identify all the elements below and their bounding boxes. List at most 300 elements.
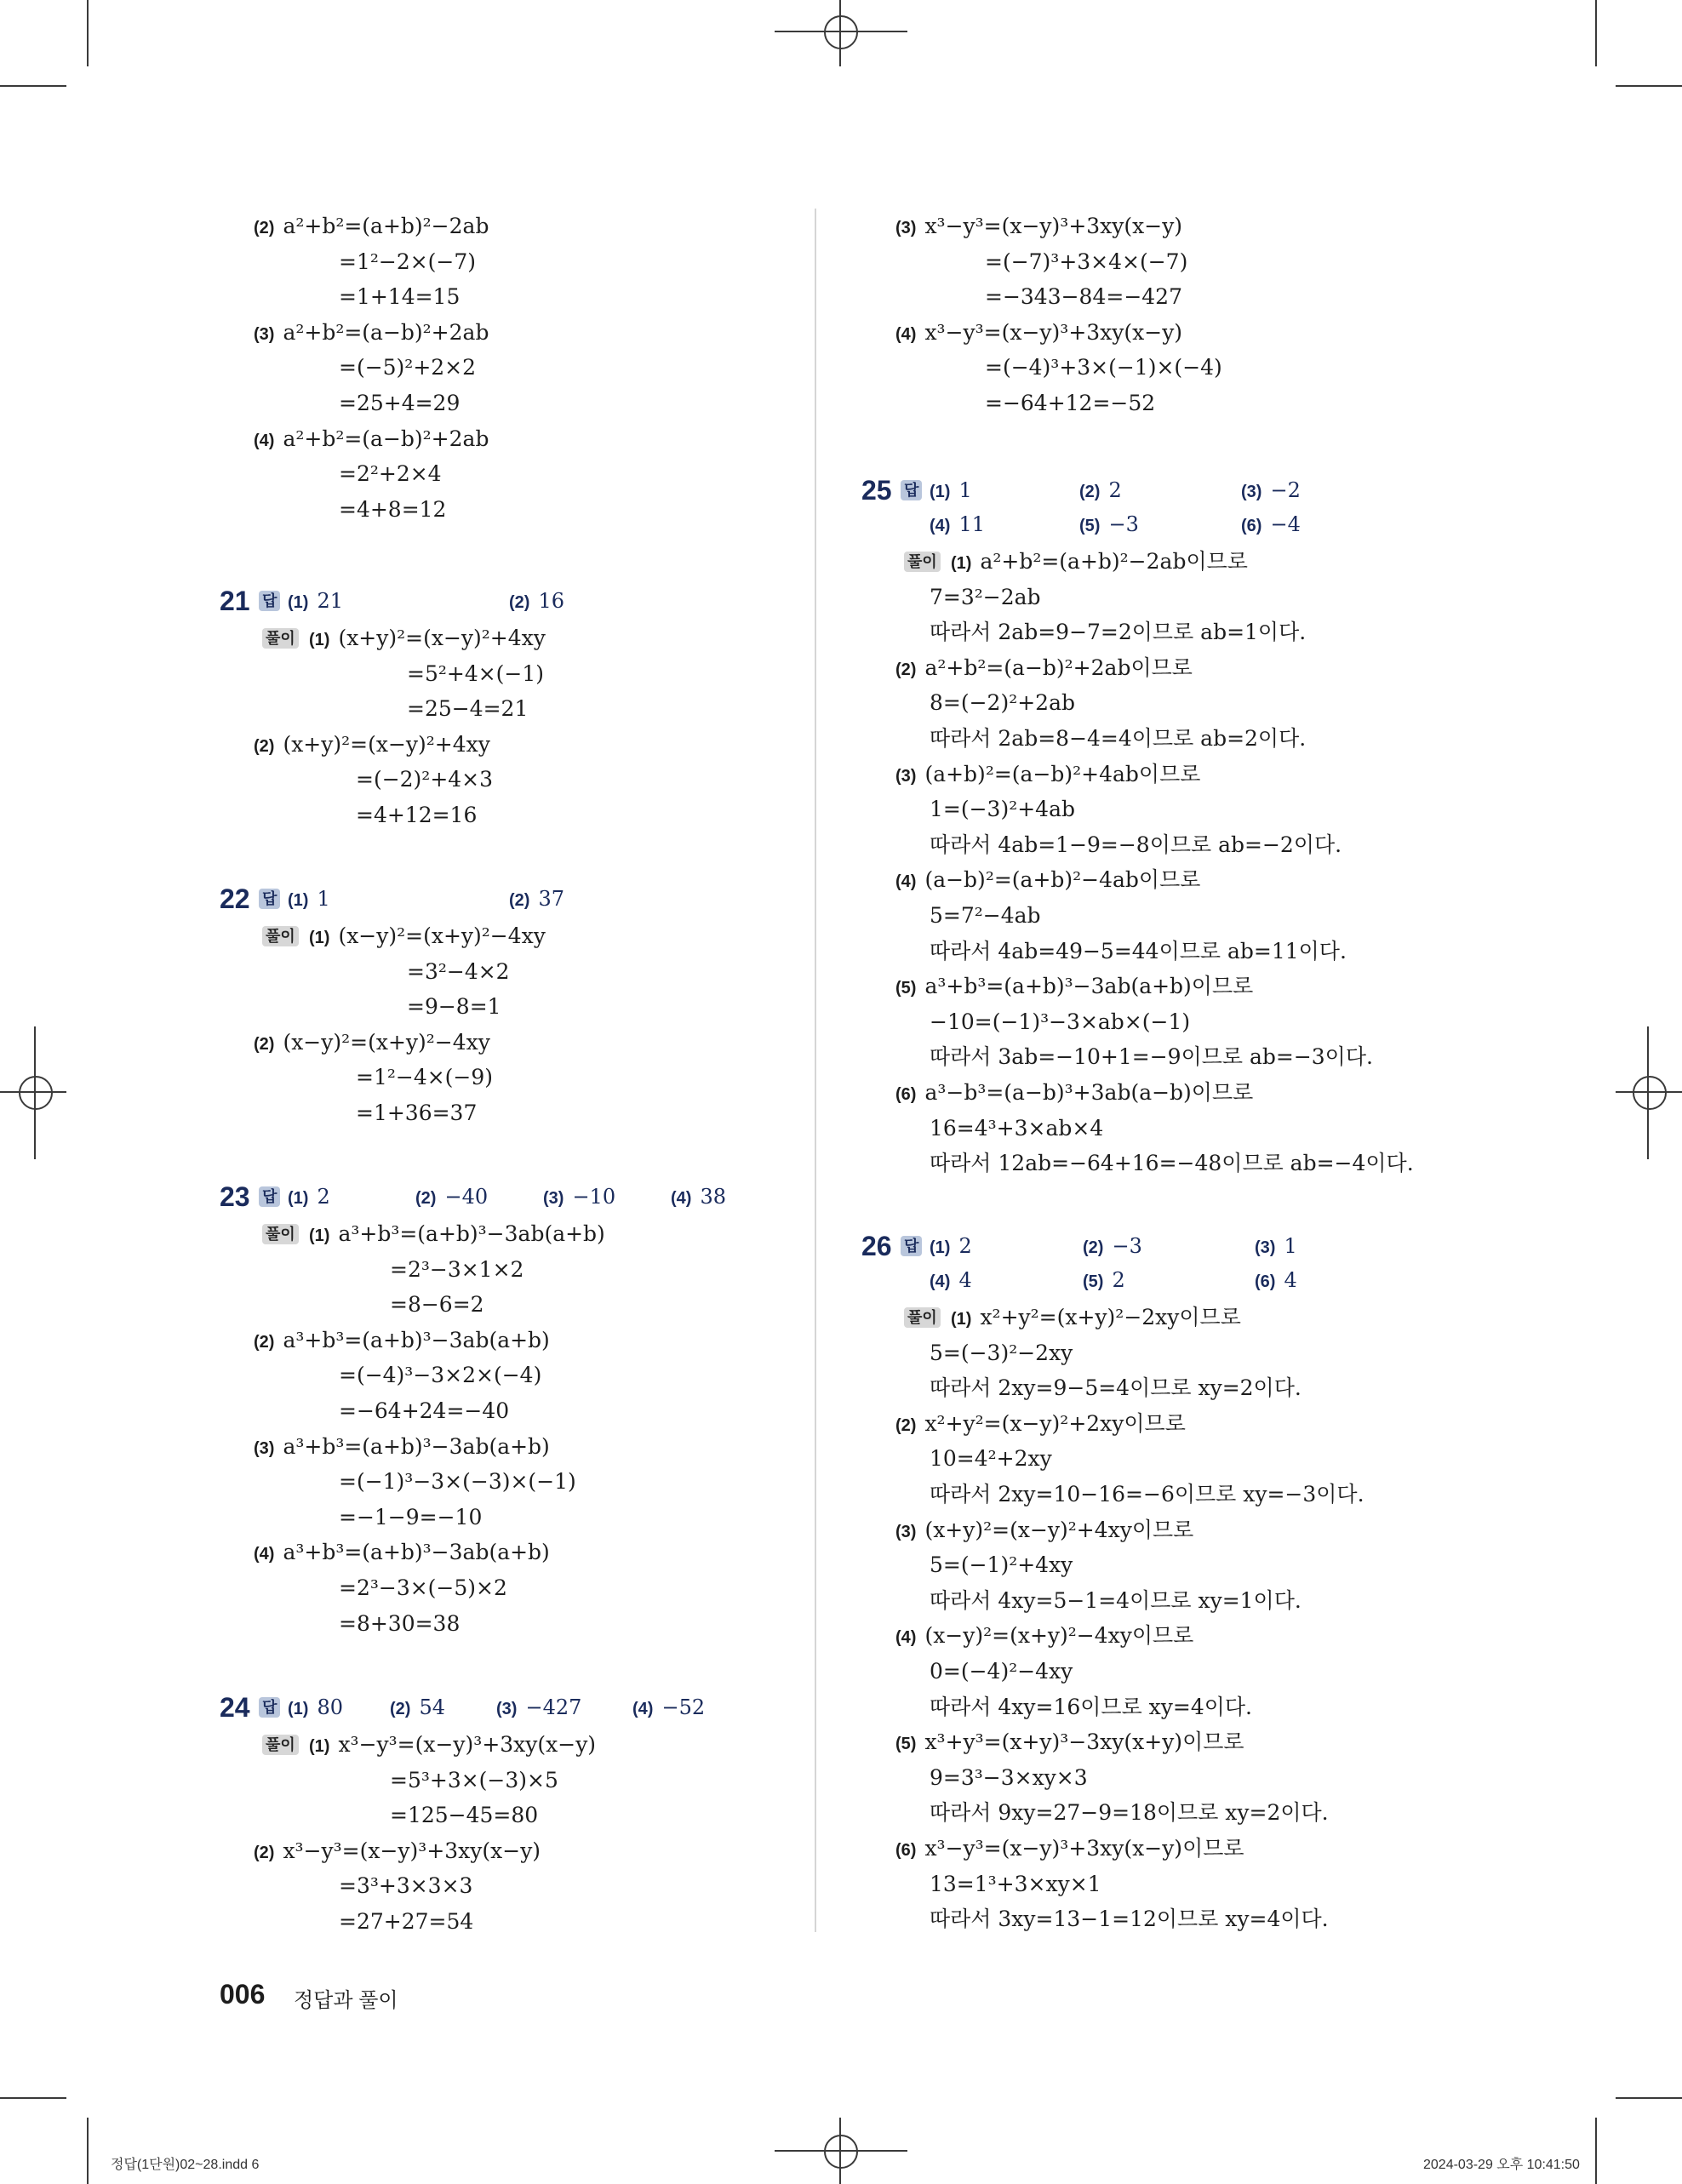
solution-step-start	[254, 1029, 490, 1058]
solution-step	[390, 1291, 484, 1318]
solution-step	[930, 1115, 1103, 1142]
answer-value	[288, 885, 330, 914]
answer-number: 1	[1284, 1234, 1297, 1258]
answer-number: −40	[444, 1185, 489, 1209]
answer-value	[671, 1183, 726, 1212]
answer-value	[930, 1232, 972, 1261]
registration-mark-bottom	[839, 2118, 841, 2184]
step-text: a²+b²=(a+b)²−2ab이므로	[980, 549, 1248, 574]
solution-step	[339, 1468, 576, 1495]
solution-step-start	[951, 548, 1248, 577]
answer-value	[1079, 511, 1139, 540]
answer-label: (6)	[1255, 1272, 1276, 1291]
step-label: (4)	[895, 872, 917, 892]
problem-number: 23	[220, 1181, 250, 1212]
registration-mark-bottom	[775, 2150, 907, 2152]
answer-label: (2)	[415, 1189, 437, 1208]
step-text: 따라서 9xy=27−9=18이므로 xy=2이다.	[930, 1800, 1329, 1826]
step-text: a³+b³=(a+b)³−3ab(a+b)	[338, 1221, 605, 1246]
answer-label: (5)	[1083, 1272, 1104, 1291]
answer-number: 54	[419, 1695, 445, 1719]
solution-step	[339, 496, 446, 523]
solution-step	[339, 1575, 507, 1602]
solution-step	[339, 249, 476, 276]
solution-step	[339, 354, 476, 381]
crop-mark	[0, 2097, 66, 2099]
step-text: =4+12=16	[356, 803, 478, 827]
solution-step	[930, 796, 1075, 823]
solution-step	[407, 695, 528, 723]
solution-step-start	[309, 1221, 605, 1249]
answer-label: (4)	[671, 1189, 692, 1208]
solution-step-start	[254, 213, 489, 242]
answer-label: (2)	[1079, 483, 1101, 501]
step-text: 따라서 4ab=1−9=−8이므로 ab=−2이다.	[930, 832, 1342, 857]
solution-step-start	[895, 1410, 1186, 1439]
solution-step-start	[309, 625, 546, 654]
step-text: (x−y)²=(x+y)²−4xy	[283, 1029, 490, 1055]
answer-number: 1	[958, 478, 972, 502]
registration-mark-left	[34, 1026, 36, 1159]
answer-label: (4)	[632, 1700, 654, 1718]
registration-mark-top	[839, 0, 841, 66]
solution-step-start	[895, 213, 1182, 242]
step-text: =(−4)³+3×(−1)×(−4)	[985, 355, 1222, 380]
answer-badge: 답	[259, 889, 280, 909]
answer-number: −4	[1270, 512, 1301, 536]
answer-label: (1)	[288, 593, 309, 612]
solution-step-start	[254, 426, 489, 455]
solution-step	[339, 283, 460, 311]
step-text: a²+b²=(a−b)²+2ab	[283, 426, 489, 451]
step-text: 13=1³+3×xy×1	[930, 1871, 1101, 1896]
solution-step	[930, 619, 1306, 646]
answer-number: 38	[700, 1185, 726, 1209]
registration-mark-top	[775, 31, 907, 32]
answer-number: 2	[958, 1234, 972, 1258]
answer-value	[1241, 511, 1301, 540]
solution-step-start	[895, 1517, 1193, 1546]
solution-step	[930, 1043, 1373, 1071]
answer-badge: 답	[901, 1236, 922, 1256]
answer-value	[509, 885, 564, 914]
solution-step	[930, 1694, 1252, 1721]
answer-value	[543, 1183, 615, 1212]
step-text: =(−2)²+4×3	[356, 767, 494, 792]
answer-label: (1)	[930, 1238, 951, 1257]
step-text: =5²+4×(−1)	[407, 660, 545, 686]
answer-label: (6)	[1241, 517, 1262, 535]
step-text: 따라서 3xy=13−1=12이므로 xy=4이다.	[930, 1907, 1329, 1932]
step-label: (1)	[309, 631, 330, 649]
step-label: (2)	[254, 1843, 275, 1862]
solution-step	[930, 1552, 1073, 1579]
crop-mark	[87, 2118, 89, 2184]
step-label: (2)	[895, 660, 917, 679]
step-text: =1²−2×(−7)	[339, 249, 477, 274]
answer-number: −427	[525, 1695, 582, 1719]
solution-step-start	[895, 1079, 1253, 1108]
step-text: 7=3²−2ab	[930, 584, 1041, 609]
answer-label: (3)	[543, 1189, 564, 1208]
step-text: x³−y³=(x−y)³+3xy(x−y)	[924, 319, 1183, 345]
step-text: =−64+24=−40	[339, 1398, 510, 1423]
step-text: a²+b²=(a−b)²+2ab이므로	[924, 655, 1193, 680]
step-text: −10=(−1)³−3×ab×(−1)	[930, 1009, 1191, 1034]
step-label: (4)	[254, 1545, 275, 1564]
step-text: =1²−4×(−9)	[356, 1065, 494, 1090]
step-text: =125−45=80	[390, 1803, 539, 1828]
step-text: =2³−3×1×2	[390, 1256, 524, 1282]
answer-label: (4)	[930, 517, 951, 535]
solution-step-start	[309, 923, 546, 952]
step-text: a²+b²=(a−b)²+2ab	[283, 319, 489, 345]
answer-label: (1)	[288, 1189, 309, 1208]
registration-mark-right	[1633, 1076, 1667, 1110]
solution-step	[339, 390, 460, 417]
step-text: =(−4)³−3×2×(−4)	[339, 1363, 542, 1388]
answer-value	[1255, 1266, 1297, 1295]
step-label: (1)	[309, 929, 330, 947]
crop-mark	[1616, 85, 1682, 87]
registration-mark-bottom	[824, 2135, 858, 2169]
step-text: =25+4=29	[339, 391, 461, 415]
step-label: (2)	[254, 1034, 275, 1054]
crop-mark	[1595, 2118, 1597, 2184]
step-text: 16=4³+3×ab×4	[930, 1115, 1104, 1141]
step-text: =25−4=21	[407, 696, 529, 722]
solution-step	[930, 689, 1075, 717]
solution-step	[930, 832, 1342, 859]
answer-number: 11	[958, 512, 985, 536]
solution-step-start	[895, 1729, 1244, 1758]
step-text: x³+y³=(x+y)³−3xy(x+y)이므로	[924, 1729, 1244, 1755]
step-text: x³−y³=(x−y)³+3xy(x−y)	[283, 1838, 541, 1863]
page-number: 006	[220, 1979, 266, 2010]
step-label: (2)	[254, 219, 275, 237]
step-text: 9=3³−3×xy×3	[930, 1764, 1088, 1790]
step-label: (2)	[254, 1332, 275, 1352]
answer-number: −10	[572, 1185, 616, 1209]
solution-step-start	[254, 731, 490, 760]
solution-step	[339, 1362, 541, 1389]
step-text: 따라서 2xy=9−5=4이므로 xy=2이다.	[930, 1375, 1302, 1401]
solution-step	[930, 1445, 1052, 1472]
solution-step-start	[895, 1835, 1244, 1864]
solution-step	[339, 1872, 472, 1900]
answer-value	[1255, 1232, 1297, 1261]
answer-badge: 답	[901, 480, 922, 500]
step-label: (1)	[951, 554, 972, 573]
answer-number: 2	[1112, 1268, 1125, 1292]
step-text: =2²+2×4	[339, 461, 442, 487]
step-text: =9−8=1	[407, 994, 501, 1020]
step-text: =(−1)³−3×(−3)×(−1)	[339, 1469, 576, 1495]
step-text: =(−7)³+3×4×(−7)	[985, 249, 1188, 274]
solution-step	[930, 1587, 1302, 1615]
solution-badge: 풀이	[904, 552, 941, 572]
answer-label: (1)	[930, 483, 951, 501]
registration-mark-right	[1616, 1091, 1682, 1093]
step-label: (4)	[254, 431, 275, 450]
solution-step	[339, 1504, 482, 1531]
solution-badge: 풀이	[262, 926, 299, 946]
solution-step	[985, 283, 1182, 311]
solution-step-start	[895, 761, 1200, 790]
step-text: a³+b³=(a+b)³−3ab(a+b)	[283, 1433, 550, 1459]
step-text: 따라서 4ab=49−5=44이므로 ab=11이다.	[930, 938, 1347, 963]
solution-step-start	[951, 1304, 1241, 1333]
step-text: 5=7²−4ab	[930, 903, 1041, 928]
solution-badge: 풀이	[262, 628, 299, 649]
step-label: (3)	[254, 324, 275, 344]
registration-mark-right	[1647, 1026, 1649, 1159]
page-title: 정답과 풀이	[294, 1989, 398, 2012]
step-label: (3)	[895, 766, 917, 786]
solution-step-start	[309, 1731, 596, 1760]
solution-step	[930, 1871, 1101, 1898]
step-label: (4)	[895, 324, 917, 344]
answer-value	[288, 1694, 343, 1723]
solution-step	[930, 1799, 1329, 1827]
solution-badge: 풀이	[262, 1224, 299, 1244]
solution-step	[339, 1908, 473, 1935]
answer-label: (2)	[390, 1700, 411, 1718]
step-text: 따라서 4xy=5−1=4이므로 xy=1이다.	[930, 1587, 1302, 1613]
step-text: =3³+3×3×3	[339, 1873, 473, 1899]
step-text: =8+30=38	[339, 1610, 461, 1636]
step-text: x²+y²=(x−y)²+2xy이므로	[924, 1410, 1186, 1436]
solution-step-start	[254, 1539, 550, 1568]
step-label: (6)	[895, 1841, 917, 1860]
step-text: 1=(−3)²+4ab	[930, 797, 1075, 822]
solution-step	[930, 938, 1347, 965]
answer-number: 2	[317, 1185, 330, 1209]
answer-value	[1083, 1232, 1142, 1261]
step-label: (2)	[895, 1415, 917, 1435]
solution-step-start	[895, 655, 1193, 683]
solution-step	[930, 584, 1041, 611]
step-text: 따라서 3ab=−10+1=−9이므로 ab=−3이다.	[930, 1044, 1373, 1070]
answer-label: (1)	[288, 891, 309, 910]
step-text: (a+b)²=(a−b)²+4ab이므로	[924, 761, 1201, 786]
step-text: x²+y²=(x+y)²−2xy이므로	[980, 1305, 1241, 1329]
registration-mark-left	[0, 1091, 66, 1093]
solution-step	[339, 1610, 460, 1638]
solution-step-start	[895, 1622, 1193, 1651]
solution-step-start	[895, 973, 1253, 1002]
step-text: (a−b)²=(a+b)²−4ab이므로	[924, 867, 1201, 893]
answer-value	[390, 1694, 445, 1723]
solution-step	[356, 1064, 493, 1091]
answer-value	[1083, 1266, 1125, 1295]
answer-number: 21	[317, 589, 343, 613]
solution-step	[407, 993, 501, 1021]
answer-value	[288, 1183, 330, 1212]
step-text: 따라서 4xy=16이므로 xy=4이다.	[930, 1694, 1253, 1719]
step-text: x³−y³=(x−y)³+3xy(x−y)	[924, 214, 1183, 238]
step-text: =1+36=37	[356, 1101, 478, 1125]
step-text: (x−y)²=(x+y)²−4xy	[338, 923, 546, 948]
step-text: a²+b²=(a+b)²−2ab	[283, 214, 489, 238]
step-text: =1+14=15	[339, 284, 461, 310]
solution-step-start	[895, 319, 1182, 348]
solution-step-start	[895, 866, 1200, 895]
step-text: 0=(−4)²−4xy	[930, 1659, 1073, 1684]
solution-step	[930, 1658, 1073, 1685]
step-text: (x+y)²=(x−y)²+4xy	[283, 731, 490, 757]
step-text: a³+b³=(a+b)³−3ab(a+b)	[283, 1327, 550, 1352]
crop-mark	[1616, 2097, 1682, 2099]
crop-mark	[87, 0, 89, 66]
answer-value	[496, 1694, 581, 1723]
solution-step	[930, 725, 1306, 752]
solution-step	[407, 958, 510, 986]
answer-label: (3)	[1241, 483, 1262, 501]
solution-step	[985, 390, 1155, 417]
answer-number: 2	[1108, 478, 1122, 502]
step-text: a³+b³=(a+b)³−3ab(a+b)	[283, 1540, 550, 1565]
solution-step	[339, 1398, 509, 1425]
answer-number: 4	[1284, 1268, 1297, 1292]
solution-step	[356, 802, 477, 829]
step-label: (5)	[895, 1735, 917, 1754]
step-text: x³−y³=(x−y)³+3xy(x−y)	[338, 1732, 597, 1757]
step-text: 10=4²+2xy	[930, 1446, 1052, 1472]
step-text: a³+b³=(a+b)³−3ab(a+b)이므로	[924, 974, 1254, 999]
answer-badge: 답	[259, 591, 280, 611]
slug-timestamp: 2024-03-29 오후 10:41:50	[1423, 2158, 1580, 2172]
answer-value	[1079, 477, 1122, 506]
step-text: =−64+12=−52	[985, 391, 1156, 415]
answer-label: (5)	[1079, 517, 1101, 535]
problem-number: 22	[220, 883, 250, 914]
answer-number: 80	[317, 1695, 343, 1719]
solution-step	[930, 902, 1041, 929]
step-text: (x−y)²=(x+y)²−4xy이므로	[924, 1623, 1194, 1649]
answer-number: −3	[1112, 1234, 1142, 1258]
step-text: =4+8=12	[339, 496, 447, 522]
solution-step	[390, 1802, 538, 1829]
answer-value	[415, 1183, 488, 1212]
solution-step	[930, 1906, 1329, 1933]
step-text: =(−5)²+2×2	[339, 355, 477, 380]
answer-value	[1241, 477, 1301, 506]
registration-mark-left	[19, 1076, 53, 1110]
answer-label: (2)	[509, 891, 530, 910]
answer-label: (2)	[1083, 1238, 1104, 1257]
step-label: (3)	[895, 219, 917, 237]
answer-number: 37	[538, 887, 564, 911]
answer-badge: 답	[259, 1186, 280, 1207]
step-text: =3²−4×2	[407, 958, 510, 984]
answer-label: (4)	[930, 1272, 951, 1291]
answer-number: 1	[317, 887, 330, 911]
step-text: 8=(−2)²+2ab	[930, 690, 1075, 716]
solution-step-start	[254, 319, 489, 348]
answer-label: (3)	[1255, 1238, 1276, 1257]
solution-step	[930, 1340, 1073, 1367]
answer-value	[930, 1266, 972, 1295]
problem-number: 25	[861, 475, 892, 506]
problem-number: 24	[220, 1692, 250, 1723]
answer-number: −2	[1270, 478, 1301, 502]
step-label: (1)	[309, 1226, 330, 1245]
step-text: 5=(−1)²+4xy	[930, 1552, 1073, 1578]
problem-number: 21	[220, 586, 250, 616]
step-label: (6)	[895, 1085, 917, 1104]
solution-step	[930, 1764, 1088, 1792]
step-text: =2³−3×(−5)×2	[339, 1575, 507, 1600]
answer-value	[632, 1694, 705, 1723]
answer-badge: 답	[259, 1697, 280, 1718]
step-label: (5)	[895, 979, 917, 998]
step-text: =−343−84=−427	[985, 284, 1182, 310]
solution-badge: 풀이	[904, 1307, 941, 1328]
solution-step	[356, 1100, 477, 1127]
answer-value	[930, 477, 972, 506]
solution-step	[930, 1375, 1302, 1402]
answer-label: (3)	[496, 1700, 518, 1718]
slug-file: 정답(1단원)02~28.indd 6	[111, 2158, 260, 2172]
solution-step	[985, 249, 1187, 276]
answer-value	[930, 511, 985, 540]
solution-badge: 풀이	[262, 1735, 299, 1755]
step-text: =−1−9=−10	[339, 1504, 483, 1529]
solution-step	[390, 1256, 523, 1284]
answer-number: 4	[958, 1268, 972, 1292]
answer-number: −3	[1108, 512, 1139, 536]
answer-value	[288, 587, 343, 616]
step-label: (1)	[951, 1310, 972, 1329]
step-text: 5=(−3)²−2xy	[930, 1340, 1073, 1365]
answer-number: −52	[661, 1695, 706, 1719]
step-text: =5³+3×(−3)×5	[390, 1767, 558, 1792]
step-label: (4)	[895, 1628, 917, 1648]
column-divider	[815, 209, 816, 1932]
step-text: (x+y)²=(x−y)²+4xy	[338, 626, 546, 650]
solution-step	[390, 1767, 558, 1794]
step-text: 따라서 2xy=10−16=−6이므로 xy=−3이다.	[930, 1482, 1364, 1507]
solution-step	[339, 460, 442, 488]
step-text: x³−y³=(x−y)³+3xy(x−y)이므로	[924, 1836, 1244, 1861]
solution-step	[930, 1481, 1364, 1508]
step-label: (1)	[309, 1737, 330, 1756]
answer-label: (1)	[288, 1700, 309, 1718]
step-text: 따라서 12ab=−64+16=−48이므로 ab=−4이다.	[930, 1151, 1414, 1176]
answer-number: 16	[538, 589, 564, 613]
step-label: (3)	[254, 1438, 275, 1458]
solution-step	[985, 354, 1222, 381]
crop-mark	[0, 85, 66, 87]
solution-step-start	[254, 1838, 541, 1867]
solution-step-start	[254, 1433, 550, 1462]
step-label: (3)	[895, 1522, 917, 1541]
solution-step	[930, 1009, 1190, 1036]
step-text: =8−6=2	[390, 1292, 484, 1318]
solution-step-start	[254, 1327, 550, 1356]
step-text: 따라서 2ab=9−7=2이므로 ab=1이다.	[930, 620, 1307, 645]
step-label: (2)	[254, 736, 275, 756]
problem-number: 26	[861, 1231, 892, 1261]
step-text: a³−b³=(a−b)³+3ab(a−b)이므로	[924, 1080, 1254, 1105]
step-text: 따라서 2ab=8−4=4이므로 ab=2이다.	[930, 726, 1307, 751]
solution-step	[930, 1150, 1414, 1177]
registration-mark-top	[824, 15, 858, 49]
step-text: =27+27=54	[339, 1909, 474, 1934]
crop-mark	[1595, 0, 1597, 66]
answer-value	[509, 587, 564, 616]
